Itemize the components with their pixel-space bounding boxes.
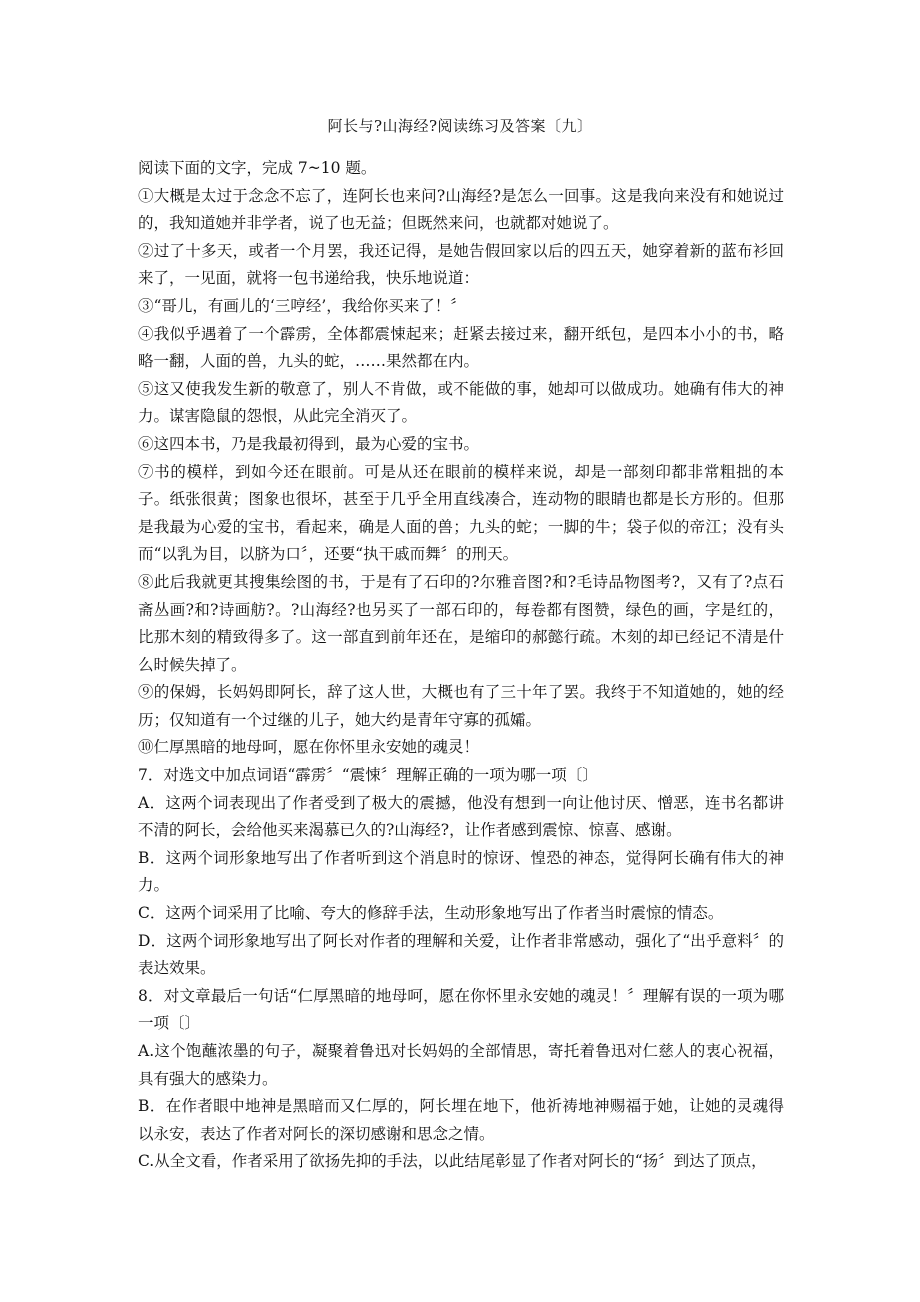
passage-paragraph-7: ⑦书的模样，到如今还在眼前。可是从还在眼前的模样来说，却是一部刻印都非常粗拙的本子。纸张很黄；图象也很坏，甚至于几乎全用直线凑合，连动物的眼睛也都是长方形的。但那是我最为心爱的宝书，看起来，确是人面的兽；九头的蛇；一脚的牛；袋子似的帝江；没有头而“以乳为目，以脐为口〞，还要“执干戚而舞〞的刑天。 xyxy=(138,462,784,564)
question-7-option-c: C．这两个词采用了比喻、夸大的修辞手法，生动形象地写出了作者当时震惊的情态。 xyxy=(138,904,724,923)
passage-paragraph-2: ②过了十多天，或者一个月罢，我还记得，是她告假回家以后的四五天，她穿着新的蓝布衫回来了，一见面，就将一包书递给我，快乐地说道： xyxy=(138,241,784,288)
document-title: 阿长与?山海经?阅读练习及答案〔九〕 xyxy=(327,117,593,135)
question-8-option-a: A.这个饱蘸浓墨的句子，凝聚着鲁迅对长妈妈的全部情思，寄托着鲁迅对仁慈人的衷心祝福，具有强大的感染力。 xyxy=(138,1042,784,1088)
passage-paragraph-4: ④我似乎遇着了一个霹雳，全体都震悚起来；赶紧去接过来，翻开纸包，是四本小小的书，略略一翻，人面的兽，九头的蛇，……果然都在内。 xyxy=(138,324,784,371)
passage-paragraph-8: ⑧此后我就更其搜集绘图的书，于是有了石印的?尔雅音图?和?毛诗品物图考?，又有了?点石斋丛画?和?诗画舫?。?山海经?也另买了一部石印的，每卷都有图赞，绿色的画，字是红的，比那木刻的精致得多了。这一部直到前年还在，是缩印的郝懿行疏。木刻的却已经记不清是什么时候失掉了。 xyxy=(138,572,784,674)
question-7-option-a: A．这两个词表现出了作者受到了极大的震撼，他没有想到一向让他讨厌、憎恶，连书名都讲不清的阿长，会给他买来渴慕已久的?山海经?，让作者感到震惊、惊喜、感谢。 xyxy=(138,793,784,840)
question-7-option-d: D．这两个词形象地写出了阿长对作者的理解和关爱，让作者非常感动，强化了“出乎意料〞的表达效果。 xyxy=(138,931,784,978)
question-8-stem: 8．对文章最后一句话“仁厚黑暗的地母呵，愿在你怀里永安她的魂灵！〞理解有误的一项为哪一项〔〕 xyxy=(138,986,784,1033)
document-body xyxy=(138,155,784,1176)
passage-paragraph-3: ③“哥儿，有画儿的‘三哼经’，我给你买来了！〞 xyxy=(138,296,466,315)
instruction-line: 阅读下面的文字，完成 7~10 题。 xyxy=(138,159,377,177)
question-7-stem: 7．对选文中加点词语“霹雳〞“震悚〞理解正确的一项为哪一项〔〕 xyxy=(138,766,598,785)
passage-paragraph-6: ⑥这四本书，乃是我最初得到，最为心爱的宝书。 xyxy=(138,434,480,453)
passage-paragraph-5: ⑤这又使我发生新的敬意了，别人不肯做，或不能做的事，她却可以做成功。她确有伟大的神力。谋害隐鼠的怨恨，从此完全消灭了。 xyxy=(138,379,784,426)
passage-paragraph-9: ⑨的保姆，长妈妈即阿长，辞了这人世，大概也有了三十年了罢。我终于不知道她的，她的经历；仅知道有一个过继的儿子，她大约是青年守寡的孤孀。 xyxy=(138,683,784,729)
question-7-option-b: B．这两个词形象地写出了作者听到这个消息时的惊讶、惶恐的神态，觉得阿长确有伟大的神力。 xyxy=(138,848,784,895)
question-8-option-b: B．在作者眼中地神是黑暗而又仁厚的，阿长埋在地下，他祈祷地神赐福于她，让她的灵魂得以永安，表达了作者对阿长的深切感谢和思念之情。 xyxy=(138,1097,784,1143)
passage-paragraph-1: ①大概是太过于念念不忘了，连阿长也来问?山海经?是怎么一回事。这是我向来没有和她说过的，我知道她并非学者，说了也无益；但既然来问，也就都对她说了。 xyxy=(138,186,784,233)
question-8-option-c: C.从全文看，作者采用了欲扬先抑的手法，以此结尾彰显了作者对阿长的“扬〞到达了顶点， xyxy=(138,1152,767,1171)
passage-paragraph-10: ⑩仁厚黑暗的地母呵，愿在你怀里永安她的魂灵！ xyxy=(138,738,480,757)
